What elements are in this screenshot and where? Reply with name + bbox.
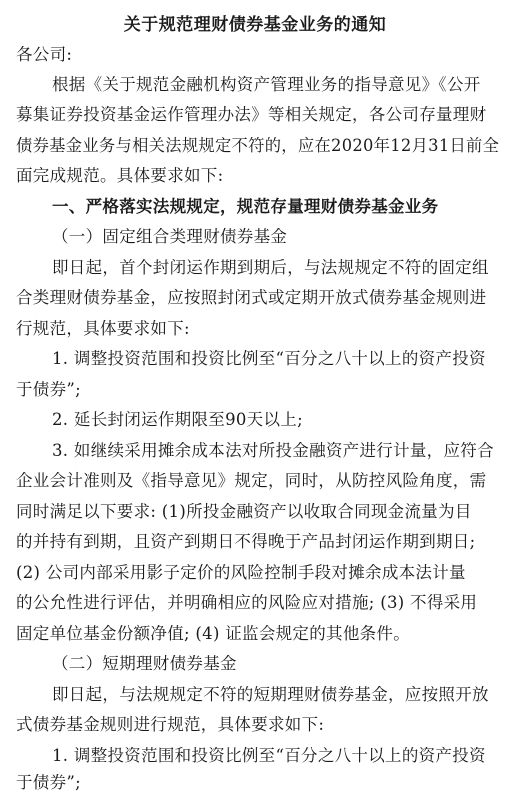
paragraph-line: 即日起，与法规规定不符的短期理财债券基金，应按照开放 <box>52 685 489 704</box>
section-heading-1: 一、严格落实法规规定，规范存量理财债券基金业务 <box>52 197 439 216</box>
paragraph-line: 合类理财债券基金，应按照封闭式或定期开放式债券基金规则进 <box>16 288 487 307</box>
list-item-line: 固定单位基金份额净值; (4) 证监会规定的其他条件。 <box>16 624 411 643</box>
paragraph-line: 根据《关于规范金融机构资产管理业务的指导意见》《公开 <box>52 75 481 94</box>
paragraph-line: 债券基金业务与相关法规规定不符的，应在2020年12月31日前全 <box>16 136 500 155</box>
paragraph-line: 面完成规范。具体要求如下: <box>16 166 224 185</box>
list-item-line: 企业会计准则及《指导意见》规定，同时，从防控风险角度，需 <box>16 471 487 490</box>
list-item-line: 于债券”; <box>16 380 81 399</box>
subsection-heading-2: （二）短期理财债券基金 <box>52 654 237 673</box>
list-item-line: 同时满足以下要求: (1)所投金融资产以收取合同现金流量为目 <box>16 502 472 521</box>
list-item-line: 于债券”; <box>16 773 81 792</box>
list-item-line: 1. 调整投资范围和投资比例至“百分之八十以上的资产投资 <box>52 349 486 368</box>
list-item-line: 3. 如继续采用摊余成本法对所投金融资产进行计量，应符合 <box>52 441 494 460</box>
paragraph-line: 式债券基金规则进行规范，具体要求如下: <box>16 715 325 734</box>
paragraph-line: 即日起，首个封闭运作期到期后，与法规规定不符的固定组 <box>52 258 489 277</box>
list-item-line: 2. 延长封闭运作期限至90天以上; <box>52 410 303 429</box>
list-item-line: 的并持有到期，且资产到期日不得晚于产品封闭运作期到期日; <box>16 532 476 551</box>
list-item-line: 的公允性进行评估，并明确相应的风险应对措施; (3) 不得采用 <box>16 593 478 612</box>
subsection-heading-1: （一）固定组合类理财债券基金 <box>52 227 288 246</box>
paragraph-line: 行规范，具体要求如下: <box>16 319 190 338</box>
paragraph-line: 募集证券投资基金运作管理办法》等相关规定，各公司存量理财 <box>16 105 487 124</box>
salutation: 各公司: <box>16 45 73 64</box>
list-item-line: (2) 公司内部采用影子定价的风险控制手段对摊余成本法计量 <box>16 563 466 582</box>
list-item-line: 1. 调整投资范围和投资比例至“百分之八十以上的资产投资 <box>52 746 486 765</box>
document-title: 关于规范理财债券基金业务的通知 <box>123 15 387 35</box>
